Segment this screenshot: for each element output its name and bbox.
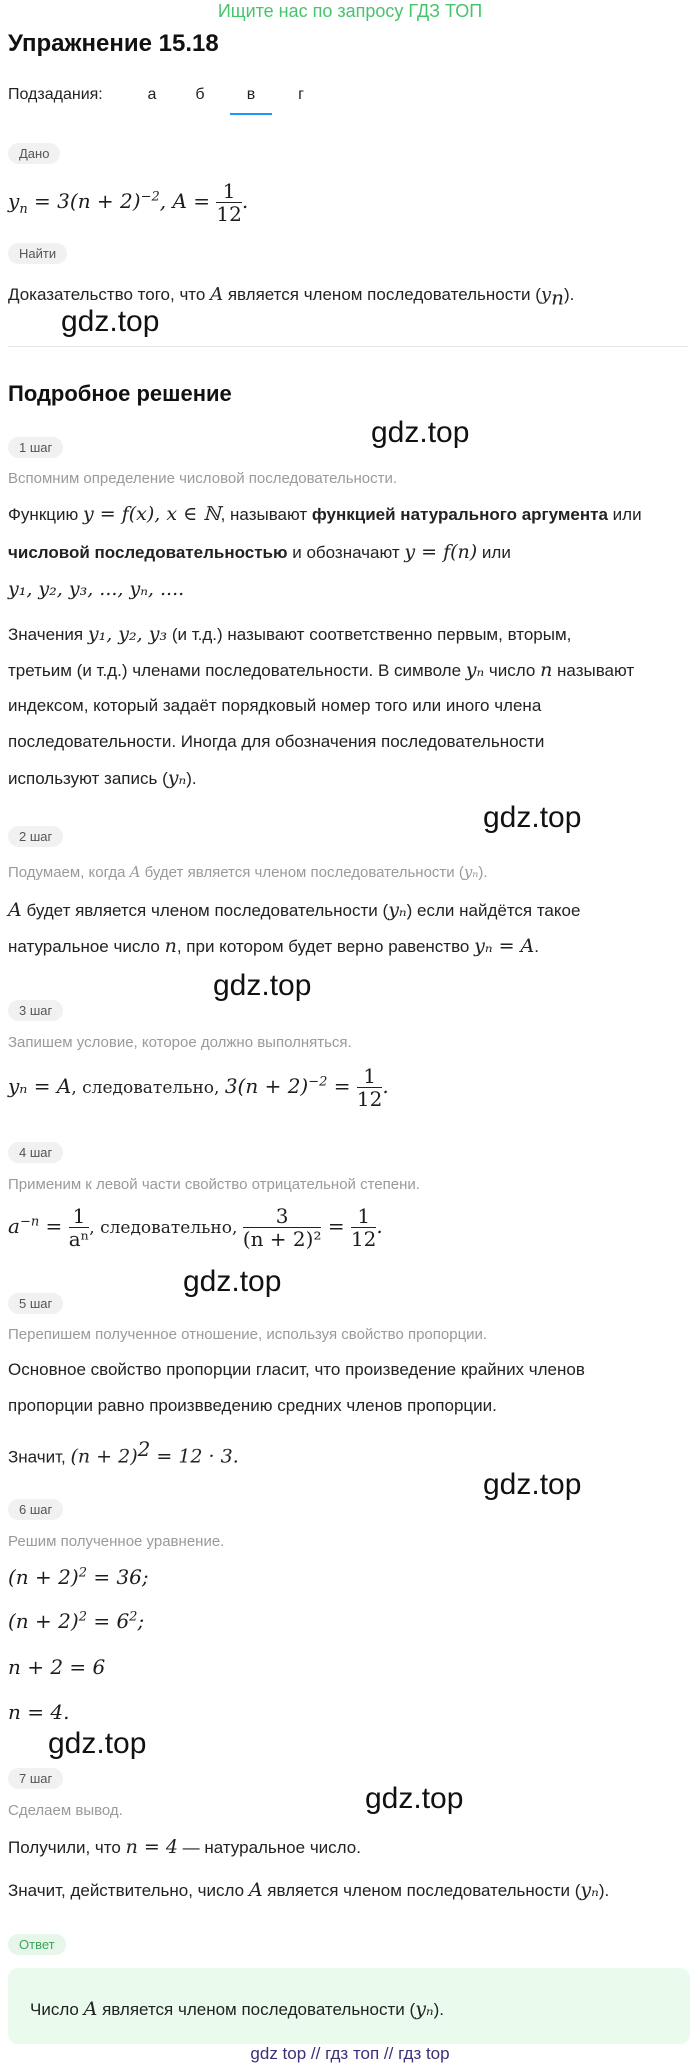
given-badge: Дано: [8, 143, 60, 164]
step-1-line-8: используют запись (yₙ).: [8, 767, 197, 789]
step-3-formula: yₙ = A, следовательно, $3(n + 2)^{-2}$ = $\frac{1}{12}$ .: [8, 1064, 389, 1111]
watermark: gdz.top: [483, 1468, 582, 1501]
step-6-line-2: $(n + 2)^2 = 6^2$;: [8, 1609, 145, 1633]
step-5-line-1: Основное свойство пропорции гласит, что произведение крайних членов: [8, 1360, 585, 1379]
step-1-line-1: Функцию y = f(x), x ∈ ℕ, называют функцией натурального аргумента или: [8, 503, 642, 525]
step-7-hint: Сделаем вывод.: [8, 1802, 123, 1819]
step-5-badge: 5 шаг: [8, 1293, 63, 1314]
step-2-hint: Подумаем, когда A будет является членом последовательности (yₙ).: [8, 863, 488, 881]
step-6-line-4: n = 4.: [8, 1700, 70, 1724]
watermark: gdz.top: [61, 305, 160, 338]
subtasks-label: Подзадания:: [8, 86, 103, 103]
step-1-line-7: последовательности. Иногда для обозначения последовательности: [8, 732, 545, 751]
watermark: gdz.top: [183, 1265, 282, 1298]
step-3-badge: 3 шаг: [8, 1000, 63, 1021]
step-1-badge: 1 шаг: [8, 437, 63, 458]
step-1-sequence: y₁, y₂, y₃, ..., yₙ, ....: [8, 578, 185, 600]
step-2-line-1: A будет является членом последовательности (yₙ) если найдётся такое: [8, 899, 581, 921]
watermark: gdz.top: [213, 969, 312, 1002]
page-title: Упражнение 15.18: [8, 30, 219, 57]
answer-badge: Ответ: [8, 1934, 66, 1955]
step-7-line-2: Значит, действительно, число A является членом последовательности (yₙ).: [8, 1879, 610, 1901]
tab-v[interactable]: в: [246, 86, 256, 103]
solution-title: Подробное решение: [8, 381, 232, 406]
step-1-line-2: числовой последовательностью и обозначают y = f(n) или: [8, 541, 511, 563]
active-tab-indicator: [230, 113, 272, 115]
step-6-badge: 6 шаг: [8, 1499, 63, 1520]
given-formula: $y_n = 3(n + 2)^{-2}$, A = $\frac{1}{12}$ .: [8, 179, 249, 226]
step-6-hint: Решим полученное уравнение.: [8, 1533, 225, 1550]
step-6-line-1: $(n + 2)^2 = 36$;: [8, 1565, 149, 1589]
step-1-hint: Вспомним определение числовой последовательности.: [8, 470, 398, 487]
step-4-badge: 4 шаг: [8, 1142, 63, 1163]
step-7-badge: 7 шаг: [8, 1768, 63, 1789]
step-7-line-1: Получили, что n = 4 — натуральное число.: [8, 1836, 361, 1858]
step-4-hint: Применим к левой части свойство отрицательной степени.: [8, 1176, 420, 1193]
step-2-line-2: натуральное число n, при котором будет верно равенство yₙ = A.: [8, 935, 539, 957]
tab-g[interactable]: г: [298, 86, 304, 103]
find-badge: Найти: [8, 243, 67, 264]
tab-b[interactable]: б: [195, 86, 205, 103]
watermark: gdz.top: [371, 416, 470, 449]
watermark: gdz.top: [48, 1727, 147, 1760]
step-5-line-2: пропорции равно произвведению средних членов пропорции.: [8, 1396, 497, 1415]
divider: [8, 346, 688, 347]
watermark: gdz.top: [365, 1782, 464, 1815]
step-4-formula: $a^{-n}$ = $\frac{1}{\text{aⁿ}}$ , следовательно, $\frac{3}{\text{(n + 2)²}}$ = $\frac{1}{12}$ .: [8, 1204, 383, 1251]
step-1-line-4: Значения y₁, y₂, y₃ (и т.д.) называют соответственно первым, вторым,: [8, 623, 572, 645]
tab-a[interactable]: а: [147, 86, 157, 103]
step-3-hint: Запишем условие, которое должно выполняться.: [8, 1034, 352, 1051]
search-banner: Ищите нас по запросу ГДЗ ТОП: [217, 1, 483, 21]
step-1-line-5: третьим (и т.д.) членами последовательности. В символе yₙ число n называют: [8, 659, 635, 681]
answer-text: Число A является членом последовательности (yₙ).: [30, 1998, 445, 2020]
step-5-line-3: Значит, $(n + 2)^2 = 12 \cdot 3$.: [8, 1437, 239, 1468]
step-2-badge: 2 шаг: [8, 826, 63, 847]
step-5-hint: Перепишем полученное отношение, используя свойство пропорции.: [8, 1326, 488, 1343]
step-6-line-3: n + 2 = 6: [8, 1655, 106, 1679]
footer-links[interactable]: gdz top // гдз топ // гдз top: [250, 2044, 450, 2063]
find-text: Доказательство того, что A является членом последовательности $(y_n)$.: [8, 284, 575, 310]
step-1-line-6: индексом, который задаёт порядковый номер того или иного члена: [8, 696, 542, 715]
watermark: gdz.top: [483, 801, 582, 834]
